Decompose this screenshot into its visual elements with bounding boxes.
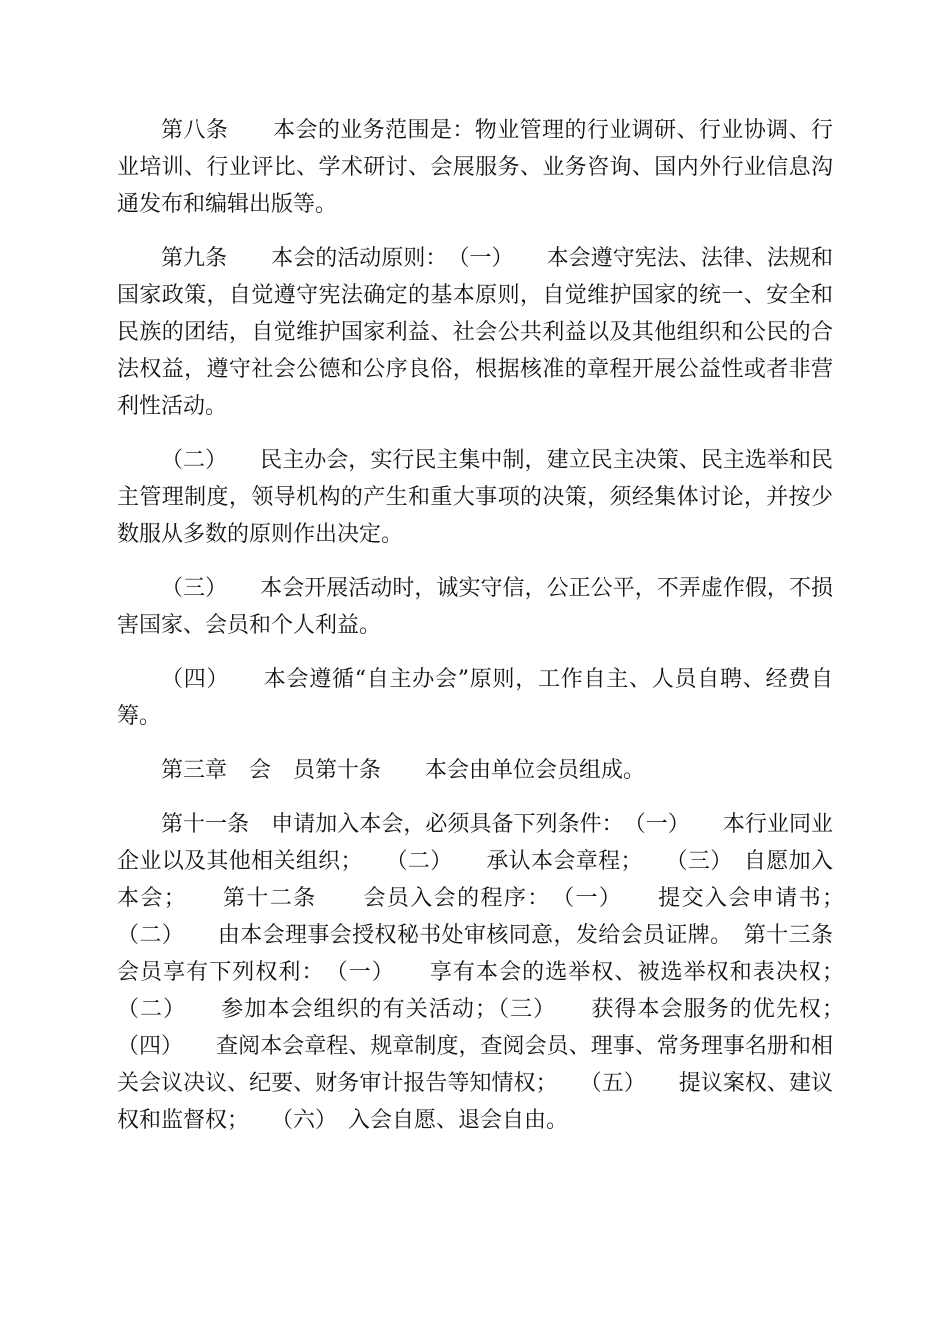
paragraph-principle-3: （三） 本会开展活动时，诚实守信，公正公平，不弄虚作假，不损害国家、会员和个人利益。 [117,576,833,638]
paragraph-articles-11-13: 第十一条 申请加入本会，必须具备下列条件： （一） 本行业同业企业以及其他相关组织； （二） 承认本会章程； （三） 自愿加入本会； 第十二条 会员入会的程序： （一） 提交入会申请书； （二） 由本会理事会授权秘书处审核同意，发给会员证牌。 第十三条 会员享有下列权利： （一） 享有本会的选举权、被选举权和表决权； （二） 参加本会组织的有关活动；（三） 获得本会服务的优先权； （四） 查阅本会章程、规章制度，查阅会员、理事、常务理事名册和相关会议决议、纪要、财务审计报告等知情权； （五） 提议案权、建议权和监督权； （六） 入会自愿、退会自由。 [117,812,878,1133]
document-body [117,112,878,1156]
paragraph-article-8: 第八条 本会的业务范围是：物业管理的行业调研、行业协调、行业培训、行业评比、学术研讨、会展服务、业务咨询、国内外行业信息沟通发布和编辑出版等。 [117,118,833,217]
paragraph-principle-2: （二） 民主办会，实行民主集中制，建立民主决策、民主选举和民主管理制度，领导机构的产生和重大事项的决策，须经集体讨论，并按少数服从多数的原则作出决定。 [117,448,833,547]
paragraph-principle-4: （四） 本会遵循“自主办会”原则，工作自主、人员自聘、经费自筹。 [117,667,833,729]
paragraph-chapter-3-article-10: 第三章 会 员第十条 本会由单位会员组成。 [161,758,646,783]
paragraph-article-9: 第九条 本会的活动原则： （一） 本会遵守宪法、法律、法规和国家政策，自觉遵守宪法确定的基本原则，自觉维护国家的统一、安全和民族的团结，自觉维护国家利益、社会公共利益以及其他组织和公民的合法权益，遵守社会公德和公序良俗，根据核准的章程开展公益性或者非营利性活动。 [117,246,833,419]
